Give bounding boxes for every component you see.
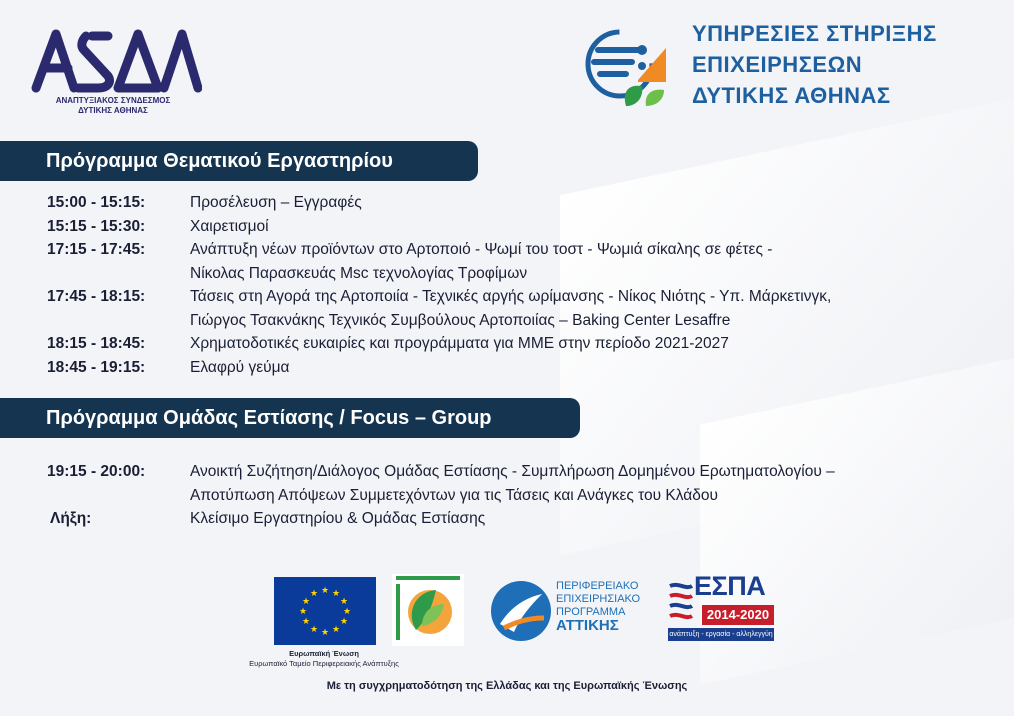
schedule-row bbox=[47, 332, 950, 356]
eu-flag-icon bbox=[274, 577, 376, 645]
observatory-logo bbox=[392, 574, 464, 646]
focus-group-banner: Πρόγραμμα Ομάδας Εστίασης / Focus – Group bbox=[0, 398, 580, 438]
pep-line: ΠΕΡΙΦΕΡΕΙΑΚΟ bbox=[556, 580, 639, 592]
schedule-time: 18:15 - 18:45: bbox=[47, 335, 146, 352]
schedule-description bbox=[190, 332, 950, 356]
schedule-description bbox=[190, 460, 950, 507]
schedule-description-line: Προσέλευση – Εγγραφές bbox=[190, 194, 362, 211]
schedule-description bbox=[190, 238, 950, 285]
svg-text:★: ★ bbox=[320, 586, 330, 596]
svg-text:★: ★ bbox=[309, 589, 319, 599]
cofinancing-note: Με τη συγχρηματοδότηση της Ελλάδας και της Ευρωπαϊκής Ένωσης bbox=[326, 680, 688, 692]
svg-text:★: ★ bbox=[339, 617, 349, 627]
schedule-description-line: Ελαφρύ γεύμα bbox=[190, 358, 290, 376]
ypes-title-line: ΥΠΗΡΕΣΙΕΣ ΣΤΗΡΙΞΗΣ bbox=[692, 21, 937, 46]
schedule-description-line: Νίκολας Παρασκευάς Msc τεχνολογίας Τροφίμων bbox=[190, 264, 528, 282]
schedule-description-line: Ανάπτυξη νέων προϊόντων στο Αρτοποιό - Ψωμί του τοστ - Ψωμιά σίκαλης σε φέτες - bbox=[190, 241, 773, 258]
pep-attica-logo bbox=[488, 578, 554, 644]
schedule-row bbox=[47, 238, 950, 285]
svg-text:★: ★ bbox=[331, 625, 341, 635]
schedule-row bbox=[47, 507, 950, 531]
ypes-title-line: ΔΥΤΙΚΗΣ ΑΘΗΝΑΣ bbox=[692, 83, 891, 108]
schedule-description bbox=[190, 285, 950, 332]
svg-text:★: ★ bbox=[301, 597, 311, 607]
ypes-title bbox=[692, 18, 937, 111]
schedule-row bbox=[47, 191, 950, 215]
workshop-program-banner: Πρόγραμμα Θεματικού Εργαστηρίου bbox=[0, 141, 478, 181]
svg-text:★: ★ bbox=[298, 607, 308, 617]
schedule-description-line: Χρηματοδοτικές ευκαιρίες και προγράμματα για ΜΜΕ στην περίοδο 2021-2027 bbox=[190, 335, 729, 352]
schedule-time: 15:00 - 15:15: bbox=[47, 194, 146, 211]
eu-caption bbox=[228, 649, 420, 669]
svg-text:★: ★ bbox=[331, 589, 341, 599]
schedule-time: 18:45 - 19:15: bbox=[47, 358, 146, 376]
espa-title: ΕΣΠΑ bbox=[694, 571, 766, 601]
schedule-time: 15:15 - 15:30: bbox=[47, 217, 146, 235]
svg-text:★: ★ bbox=[301, 617, 311, 627]
svg-text:★: ★ bbox=[339, 597, 349, 607]
schedule-description-line: Αποτύπωση Απόψεων Συμμετεχόντων για τις Τάσεις και Ανάγκες του Κλάδου bbox=[190, 486, 718, 504]
schedule-description bbox=[190, 507, 950, 531]
ypes-title-line: ΕΠΙΧΕΙΡΗΣΕΩΝ bbox=[692, 52, 863, 77]
greek-flag-icon bbox=[668, 578, 694, 624]
focus-group-schedule bbox=[47, 460, 950, 531]
schedule-description bbox=[190, 191, 950, 215]
eu-caption-line1: Ευρωπαϊκή Ένωση bbox=[289, 649, 359, 658]
pep-line: ΠΡΟΓΡΑΜΜΑ bbox=[556, 606, 626, 618]
svg-text:★: ★ bbox=[309, 625, 319, 635]
svg-text:★: ★ bbox=[342, 607, 352, 617]
schedule-description bbox=[190, 356, 950, 380]
pep-attica-text bbox=[556, 580, 640, 632]
asda-subtitle-line2: ΔΥΤΙΚΗΣ ΑΘΗΝΑΣ bbox=[78, 106, 148, 115]
schedule-time: 17:15 - 17:45: bbox=[47, 241, 146, 258]
schedule-time: 19:15 - 20:00: bbox=[47, 463, 146, 480]
schedule-row bbox=[47, 215, 950, 239]
asda-subtitle bbox=[28, 96, 198, 116]
pep-line: ΑΤΤΙΚΗΣ bbox=[556, 617, 619, 634]
asda-subtitle-line1: ΑΝΑΠΤΥΞΙΑΚΟΣ ΣΥΝΔΕΣΜΟΣ bbox=[55, 96, 171, 105]
schedule-row bbox=[47, 285, 950, 332]
schedule-description-line: Ανοικτή Συζήτηση/Διάλογος Ομάδας Εστίασης - Συμπλήρωση Δομημένου Ερωτηματολογίου – bbox=[190, 463, 835, 480]
schedule-description bbox=[190, 215, 950, 239]
schedule-row bbox=[47, 356, 950, 380]
svg-text:★: ★ bbox=[320, 628, 330, 638]
espa-years: 2014-2020 bbox=[702, 605, 774, 625]
eu-caption-line2: Ευρωπαϊκό Ταμείο Περιφερειακής Ανάπτυξης bbox=[249, 659, 399, 668]
schedule-time: Λήξη: bbox=[50, 510, 92, 527]
schedule-description-line: Κλείσιμο Εργαστηρίου & Ομάδας Εστίασης bbox=[190, 510, 486, 527]
schedule-description-line: Τάσεις στη Αγορά της Αρτοποιία - Τεχνικές αργής ωρίμανσης - Νίκος Νιότης - Υπ. Μάρκετινγκ, bbox=[190, 288, 832, 305]
schedule-description-line: Γιώργος Τσακνάκης Τεχνικός Συμβούλους Αρτοποιίας – Baking Center Lesaffre bbox=[190, 311, 731, 329]
workshop-schedule bbox=[47, 191, 950, 379]
schedule-row bbox=[47, 460, 950, 507]
ypes-logo bbox=[582, 20, 672, 112]
schedule-time: 17:45 - 18:15: bbox=[47, 288, 146, 305]
espa-motto: ανάπτυξη - εργασία - αλληλεγγύη bbox=[668, 628, 774, 641]
schedule-description-line: Χαιρετισμοί bbox=[190, 217, 269, 235]
pep-line: ΕΠΙΧΕΙΡΗΣΙΑΚΟ bbox=[556, 593, 641, 605]
